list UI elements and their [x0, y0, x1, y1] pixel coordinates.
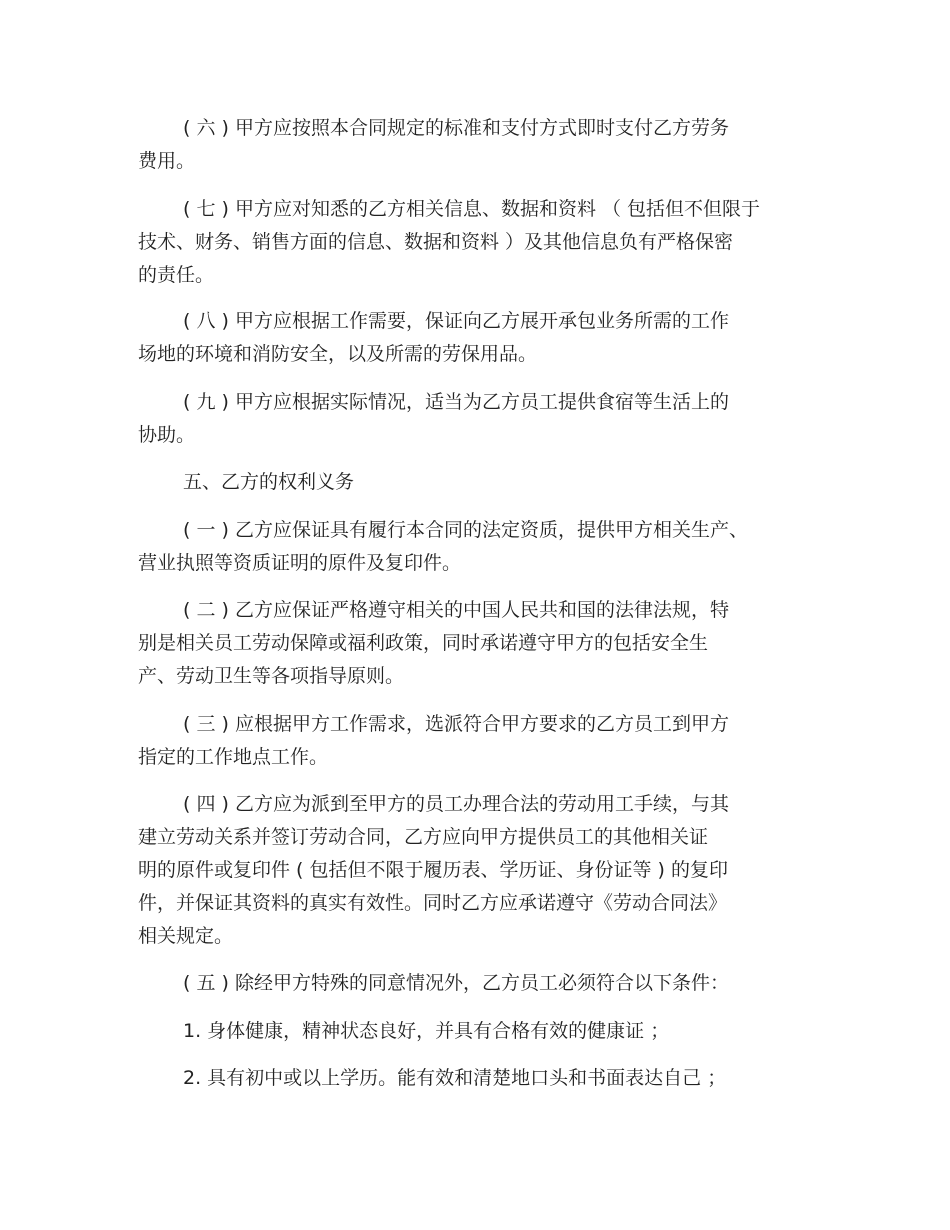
paragraph-line: ( 八 ) 甲方应根据工作需要，保证向乙方展开承包业务所需的工作 [183, 310, 729, 332]
paragraph-line: ( 四 ) 乙方应为派到至甲方的员工办理合法的劳动用工手续，与其 [183, 793, 729, 815]
paragraph-line: 技术、财务、销售方面的信息、数据和资料 ）及其他信息负有严格保密 [138, 231, 734, 253]
paragraph-line: 场地的环境和消防安全，以及所需的劳保用品。 [138, 343, 538, 365]
paragraph-line: ( 一 ) 乙方应保证具有履行本合同的法定资质，提供甲方相关生产、 [183, 519, 748, 541]
paragraph-line: 建立劳动关系并签订劳动合同，乙方应向甲方提供员工的其他相关证 [138, 826, 709, 848]
paragraph-line: 产、劳动卫生等各项指导原则。 [138, 665, 405, 687]
paragraph-line: 别是相关员工劳动保障或福利政策，同时承诺遵守甲方的包括安全生 [138, 632, 709, 654]
paragraph-line: ( 三 ) 应根据甲方工作需求，选派符合甲方要求的乙方员工到甲方 [183, 713, 729, 735]
section-heading: 五、乙方的权利义务 [183, 471, 355, 493]
paragraph-line: 的责任。 [138, 264, 215, 286]
paragraph-line: 费用。 [138, 150, 196, 172]
paragraph-line: 指定的工作地点工作。 [138, 746, 329, 768]
paragraph-line: ( 六 ) 甲方应按照本合同规定的标准和支付方式即时支付乙方劳务 [183, 117, 729, 139]
paragraph-line: 协助。 [138, 424, 196, 446]
paragraph-line: ( 二 ) 乙方应保证严格遵守相关的中国人民共和国的法律法规，特 [183, 599, 729, 621]
list-item: 2. 具有初中或以上学历。能有效和清楚地口头和书面表达自己 ； [183, 1067, 727, 1089]
paragraph-line: ( 七 ) 甲方应对知悉的乙方相关信息、数据和资料 （ 包括但不但限于 [183, 198, 761, 220]
paragraph-line: ( 九 ) 甲方应根据实际情况，适当为乙方员工提供食宿等生活上的 [183, 391, 729, 413]
paragraph-line: 件，并保证其资料的真实有效性。同时乙方应承诺遵守《劳动合同法》 [138, 892, 728, 914]
paragraph-line: 相关规定。 [138, 925, 234, 947]
paragraph-line: 明的原件或复印件 ( 包括但不限于履历表、学历证、身份证等 ) 的复印 [138, 859, 728, 881]
paragraph-line: ( 五 ) 除经甲方特殊的同意情况外，乙方员工必须符合以下条件： [183, 972, 729, 994]
list-item: 1. 身体健康，精神状态良好，并具有合格有效的健康证 ； [183, 1020, 670, 1042]
paragraph-line: 营业执照等资质证明的原件及复印件。 [138, 552, 462, 574]
